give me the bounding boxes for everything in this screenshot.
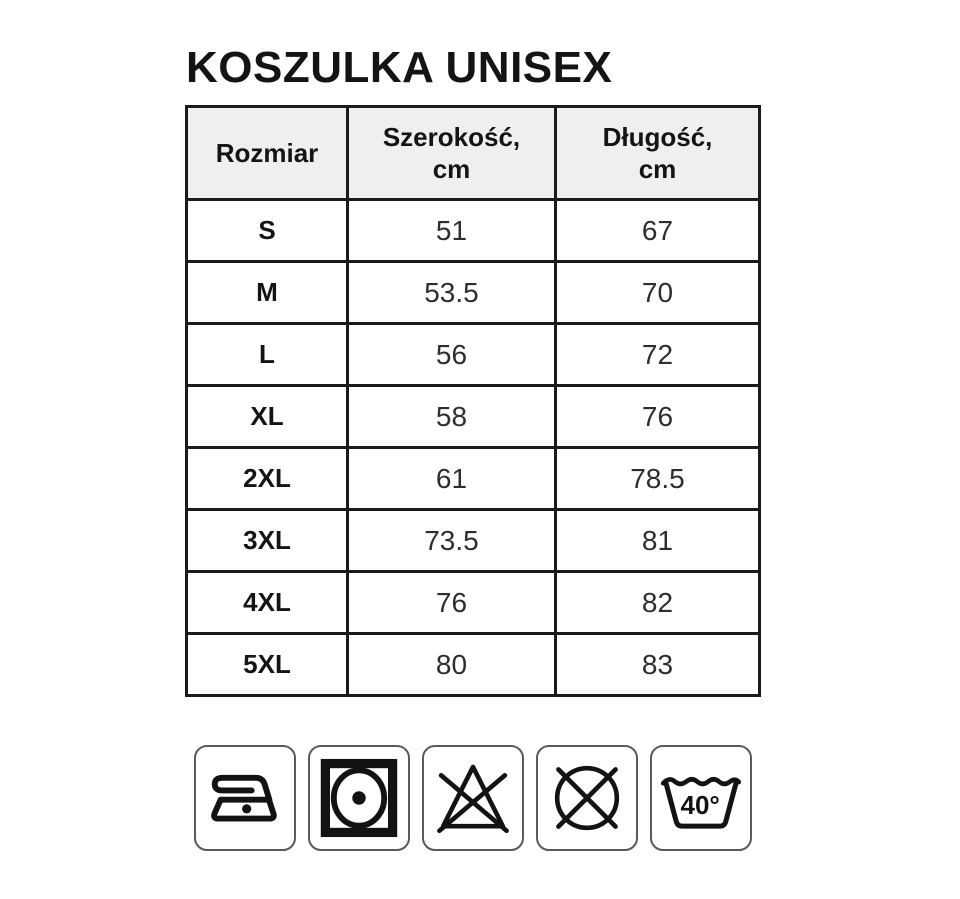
care-symbols [194, 745, 752, 851]
width-cell: 76 [348, 572, 556, 634]
size-cell: 4XL [187, 572, 348, 634]
table-row [187, 572, 760, 634]
wash-40-icon [659, 756, 743, 840]
header-length-line1: Długość, [602, 121, 713, 152]
length-cell: 82 [555, 572, 759, 634]
length-cell: 67 [555, 200, 759, 262]
table-row [187, 262, 760, 324]
header-cell-width [348, 107, 556, 200]
length-cell: 70 [555, 262, 759, 324]
care-box-wash-40 [650, 745, 752, 851]
width-cell: 56 [348, 324, 556, 386]
do-not-dry-clean-icon [545, 756, 629, 840]
table-header-row [187, 107, 760, 200]
size-cell: M [187, 262, 348, 324]
header-cell-length [555, 107, 759, 200]
length-cell: 81 [555, 510, 759, 572]
page-title: KOSZULKA UNISEX [186, 43, 613, 92]
size-cell: S [187, 200, 348, 262]
size-cell: 3XL [187, 510, 348, 572]
header-length-line2: cm [638, 154, 677, 184]
length-cell: 76 [555, 386, 759, 448]
width-cell: 53.5 [348, 262, 556, 324]
wash-temp-label: 40° [680, 789, 720, 820]
size-cell: 5XL [187, 634, 348, 696]
size-table [185, 105, 761, 697]
width-cell: 73.5 [348, 510, 556, 572]
table-row [187, 324, 760, 386]
care-box-no-bleach [422, 745, 524, 851]
size-cell: L [187, 324, 348, 386]
table-row [187, 448, 760, 510]
header-width-line1: Szerokość, [382, 121, 521, 152]
width-cell: 58 [348, 386, 556, 448]
length-cell: 72 [555, 324, 759, 386]
care-box-iron [194, 745, 296, 851]
care-box-no-dry-clean [536, 745, 638, 851]
length-cell: 83 [555, 634, 759, 696]
table-row [187, 200, 760, 262]
size-cell: 2XL [187, 448, 348, 510]
width-cell: 51 [348, 200, 556, 262]
width-cell: 61 [348, 448, 556, 510]
care-box-tumble-dry [308, 745, 410, 851]
table-row [187, 386, 760, 448]
size-cell: XL [187, 386, 348, 448]
header-size-label: Rozmiar [215, 137, 319, 168]
length-cell: 78.5 [555, 448, 759, 510]
do-not-bleach-icon [431, 756, 515, 840]
table-row [187, 510, 760, 572]
width-cell: 80 [348, 634, 556, 696]
header-cell-size [187, 107, 348, 200]
header-width-line2: cm [432, 154, 471, 184]
iron-low-icon [203, 756, 287, 840]
tumble-dry-icon [317, 756, 401, 840]
table-row [187, 634, 760, 696]
